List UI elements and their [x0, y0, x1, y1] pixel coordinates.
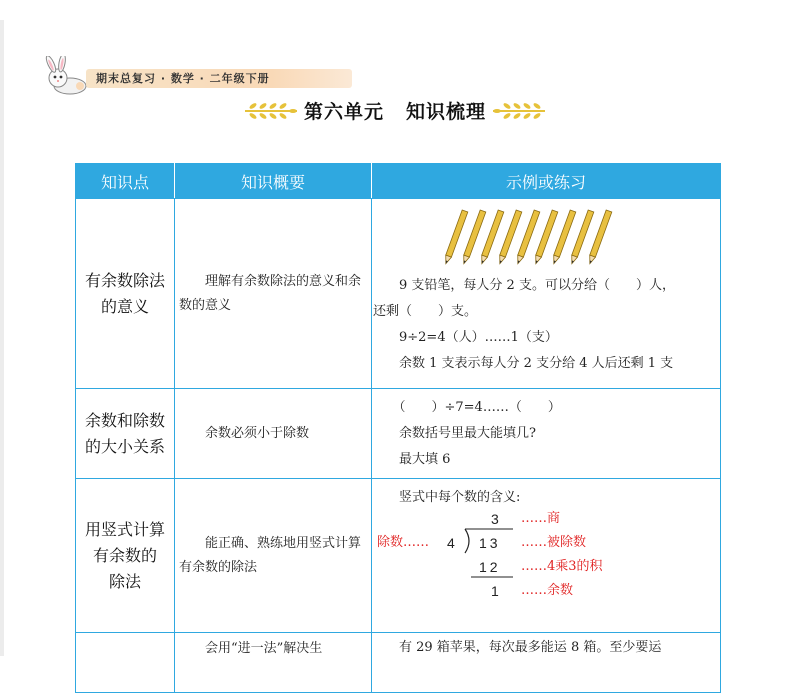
page-title	[0, 97, 790, 131]
dividend-note: ……被除数	[521, 535, 587, 550]
divisor: 4	[447, 535, 455, 551]
product: 12	[479, 559, 501, 575]
summary-cell	[175, 389, 372, 479]
summary-cell	[175, 633, 372, 693]
remainder-note: ……余数	[521, 583, 574, 598]
point-line: 的意义	[100, 296, 149, 316]
table-row	[76, 479, 721, 633]
table-row	[76, 199, 721, 389]
example-line: （ ）÷7=4……（ ）	[373, 399, 561, 415]
table-row	[76, 633, 721, 693]
title-unit: 第六单元	[303, 101, 384, 123]
wheat-right-icon	[491, 100, 547, 122]
summary-text: 余数必须小于除数	[179, 425, 310, 441]
point-line: 有余数除法	[84, 270, 165, 290]
example-line: 9 支铅笔，每人分 2 支。可以分给（ ）人，	[373, 278, 675, 293]
table-row	[76, 389, 721, 479]
summary-cell	[175, 199, 372, 389]
product-note: ……4乘3的积	[521, 559, 603, 574]
knowledge-point	[76, 389, 175, 479]
example-line: 余数 1 支表示每人分 2 支分给 4 人后还剩 1 支	[373, 356, 674, 371]
top-margin	[0, 0, 790, 20]
pencil-group	[373, 203, 722, 273]
wheat-left-icon	[243, 100, 299, 122]
column-header: 知识概要	[175, 164, 372, 199]
example-line: 有 29 箱苹果，每次最多能运 8 箱。至少要运	[373, 640, 662, 655]
point-line: 有余数的	[92, 545, 157, 565]
point-line: 余数和除数	[84, 410, 165, 430]
point-line: 的大小关系	[84, 436, 165, 456]
running-header	[40, 56, 340, 96]
pencils-illustration	[373, 203, 719, 273]
knowledge-point	[76, 633, 175, 693]
example-line: 最大填 6	[373, 451, 451, 467]
summary-text: 会用“进一法”解决生	[179, 641, 323, 656]
column-header: 示例或练习	[372, 164, 721, 199]
title-topic: 知识梳理	[406, 101, 487, 123]
remainder: 1	[491, 583, 499, 599]
bunny-icon	[40, 56, 92, 96]
example-line: 余数括号里最大能填几?	[373, 425, 536, 441]
knowledge-point	[76, 199, 175, 389]
quotient-note: ……商	[521, 511, 561, 526]
summary-text: 理解有余数除法的意义和余数的意义	[179, 273, 362, 313]
example-cell	[372, 633, 721, 693]
example-line: 竖式中每个数的含义:	[373, 490, 521, 505]
title-text	[304, 97, 486, 124]
quotient: 3	[491, 511, 499, 527]
summary-text: 能正确、熟练地用竖式计算有余数的除法	[179, 535, 362, 575]
point-line: 用竖式计算	[84, 519, 165, 539]
example-cell	[372, 389, 721, 479]
point-line: 除法	[108, 571, 141, 591]
knowledge-point	[76, 479, 175, 633]
summary-cell	[175, 479, 372, 633]
example-line: 还剩（ ）支。	[373, 304, 478, 319]
example-cell	[372, 479, 721, 633]
header-label: 期末总复习 · 数学 · 二年级下册	[96, 72, 270, 85]
example-cell	[372, 199, 721, 389]
knowledge-table	[75, 163, 721, 693]
table-header-row	[76, 164, 721, 199]
divisor-note: 除数……	[377, 535, 430, 550]
column-header: 知识点	[76, 164, 175, 199]
dividend: 13	[479, 535, 501, 551]
long-division	[373, 511, 719, 617]
example-line: 9÷2=4（人）……1（支）	[373, 330, 558, 345]
